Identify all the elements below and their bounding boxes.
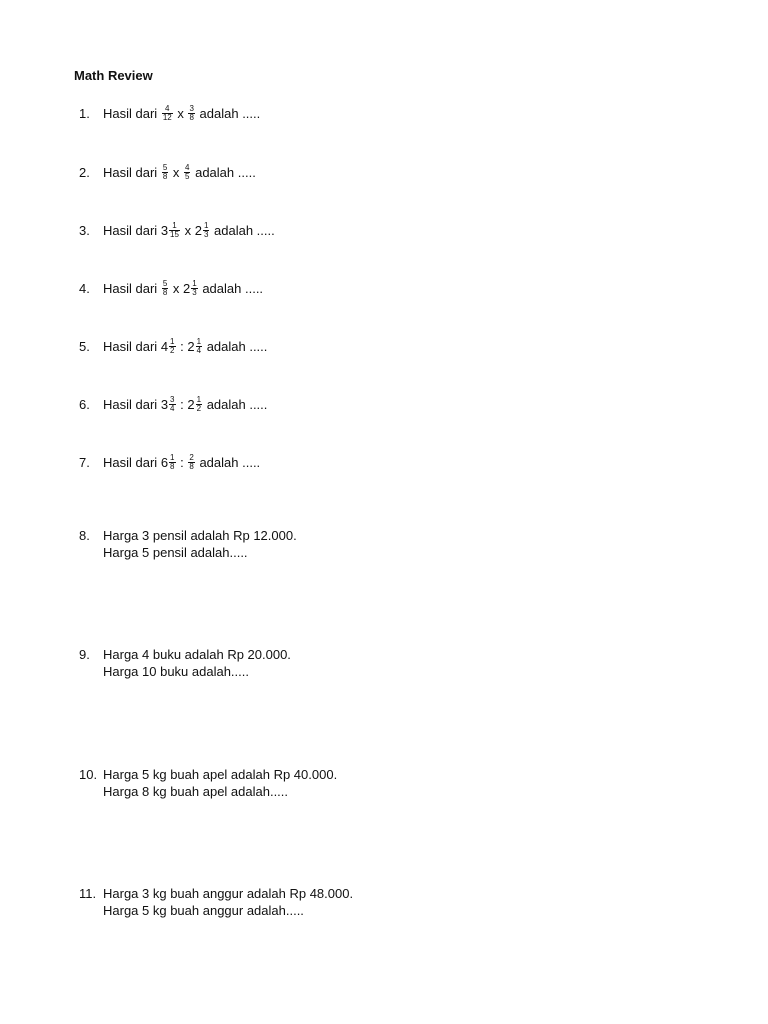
- fraction: [203, 222, 209, 239]
- numerator: 5: [162, 279, 168, 289]
- numerator: 1: [192, 279, 197, 289]
- question-suffix: adalah .....: [206, 339, 268, 354]
- fraction: [191, 280, 197, 297]
- numerator: 1: [196, 395, 202, 405]
- numerator: 4: [185, 163, 190, 173]
- question-suffix: adalah .....: [206, 397, 268, 412]
- denominator: 8: [189, 113, 194, 123]
- question-line: Harga 3 pensil adalah Rp 12.000.: [103, 528, 297, 543]
- whole-number: 2: [187, 339, 195, 354]
- question-prefix: Hasil dari: [103, 455, 158, 470]
- whole-number: 2: [194, 223, 202, 238]
- question-number: 6.: [79, 397, 90, 412]
- question-number: 2.: [79, 165, 90, 180]
- numerator: 4: [162, 105, 173, 114]
- question-suffix: adalah .....: [214, 223, 275, 238]
- question-5: [79, 338, 679, 356]
- page-title: Math Review: [74, 68, 153, 83]
- question-number: 8.: [79, 528, 90, 543]
- numerator: 3: [170, 395, 175, 405]
- question-line: Harga 5 kg buah apel adalah Rp 40.000.: [103, 767, 338, 782]
- denominator: 12: [162, 113, 172, 123]
- fraction: [188, 454, 194, 471]
- denominator: 3: [192, 288, 197, 298]
- question-10: [79, 766, 679, 800]
- question-number: 7.: [79, 455, 90, 470]
- fraction: [169, 454, 175, 471]
- operator: :: [180, 397, 184, 412]
- fraction: [169, 222, 180, 239]
- operator: :: [180, 339, 184, 354]
- fraction: [196, 396, 202, 413]
- denominator: 15: [170, 230, 179, 240]
- question-line: Harga 5 kg buah anggur adalah.....: [103, 903, 304, 918]
- question-suffix: adalah .....: [195, 165, 256, 180]
- denominator: 4: [196, 346, 202, 356]
- question-number: 4.: [79, 281, 90, 296]
- question-number: 5.: [79, 339, 90, 354]
- question-number: 11.: [79, 886, 97, 901]
- numerator: 2: [189, 453, 194, 463]
- question-suffix: adalah .....: [199, 455, 261, 470]
- question-number: 10.: [79, 767, 98, 782]
- whole-number: 4: [160, 339, 169, 354]
- question-prefix: Hasil dari: [103, 339, 158, 354]
- question-prefix: Hasil dari: [103, 165, 158, 180]
- fraction: [162, 164, 168, 181]
- denominator: 4: [170, 404, 175, 414]
- question-prefix: Hasil dari: [103, 106, 158, 121]
- question-line: Harga 10 buku adalah.....: [103, 664, 249, 679]
- whole-number: 6: [160, 455, 169, 470]
- question-line: Harga 8 kg buah apel adalah.....: [103, 784, 289, 799]
- operator: :: [180, 455, 184, 470]
- fraction: [188, 105, 194, 122]
- denominator: 2: [196, 404, 202, 414]
- operator: x: [184, 223, 192, 238]
- operator: x: [177, 106, 184, 121]
- denominator: 2: [170, 346, 175, 356]
- question-line: Harga 3 kg buah anggur adalah Rp 48.000.: [103, 886, 354, 901]
- question-2: [79, 164, 679, 182]
- denominator: 8: [162, 172, 168, 182]
- whole-number: 2: [187, 397, 195, 412]
- numerator: 1: [169, 222, 180, 231]
- question-9: [79, 646, 679, 680]
- fraction: [184, 164, 190, 181]
- denominator: 5: [185, 172, 190, 182]
- numerator: 5: [162, 163, 168, 173]
- fraction: [196, 338, 202, 355]
- fraction: [162, 280, 168, 297]
- numerator: 3: [189, 104, 194, 114]
- whole-number: 2: [183, 281, 191, 296]
- question-7: [79, 454, 679, 472]
- question-suffix: adalah .....: [199, 106, 261, 121]
- question-4: [79, 280, 679, 298]
- numerator: 1: [170, 453, 175, 463]
- question-line: Harga 5 pensil adalah.....: [103, 545, 248, 560]
- question-line: Harga 4 buku adalah Rp 20.000.: [103, 647, 291, 662]
- fraction: [162, 105, 173, 122]
- question-prefix: Hasil dari: [103, 223, 158, 238]
- question-number: 9.: [79, 647, 90, 662]
- whole-number: 3: [160, 397, 169, 412]
- denominator: 3: [203, 230, 209, 240]
- operator: x: [172, 281, 180, 296]
- fraction: [169, 396, 175, 413]
- operator: x: [172, 165, 180, 180]
- denominator: 8: [170, 462, 175, 472]
- fraction: [169, 338, 175, 355]
- question-prefix: Hasil dari: [103, 281, 158, 296]
- denominator: 8: [189, 462, 194, 472]
- denominator: 8: [162, 288, 168, 298]
- whole-number: 3: [160, 223, 169, 238]
- numerator: 1: [203, 221, 209, 231]
- question-6: [79, 396, 679, 414]
- question-prefix: Hasil dari: [103, 397, 158, 412]
- question-1: [79, 105, 679, 123]
- question-8: [79, 527, 679, 561]
- question-3: [79, 222, 679, 240]
- numerator: 1: [196, 337, 202, 347]
- question-number: 1.: [79, 106, 90, 121]
- question-number: 3.: [79, 223, 90, 238]
- numerator: 1: [170, 337, 175, 347]
- question-11: [79, 885, 679, 919]
- question-suffix: adalah .....: [202, 281, 264, 296]
